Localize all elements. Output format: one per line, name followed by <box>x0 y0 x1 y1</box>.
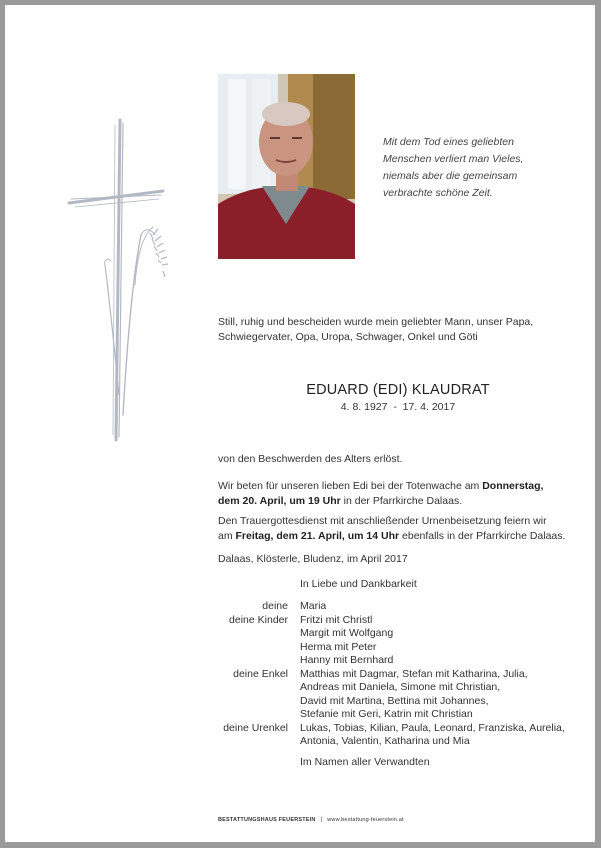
wake-text: Wir beten für unseren lieben Edi bei der Totenwache am <box>218 480 483 492</box>
footer-separator: | <box>320 817 323 823</box>
service-text: am <box>218 529 236 542</box>
intro-text <box>218 315 578 344</box>
family-role: deine <box>262 600 288 612</box>
quote-line: niemals aber die gemeinsam <box>383 170 518 182</box>
family-group <box>218 722 588 749</box>
wake-day: Donnerstag, <box>482 480 544 492</box>
footer-brand: BESTATTUNGSHAUS FEUERSTEIN <box>218 817 316 823</box>
family-name: Hanny mit Bernhard <box>300 654 394 666</box>
family-name: Matthias mit Dagmar, Stefan mit Katharina, Julia, <box>300 667 528 680</box>
family-name: Lukas, Tobias, Kilian, Paula, Leonard, Franziska, Aurelia, <box>300 721 565 734</box>
family-group <box>218 668 588 722</box>
place-date: Dalaas, Klösterle, Bludenz, im April 2017 <box>218 553 408 565</box>
wake-date-time: dem 20. April, um 19 Uhr <box>218 494 341 507</box>
family-role: deine Enkel <box>233 667 288 680</box>
service-line: Den Trauergottesdienst mit anschließender Urnenbeisetzung feiern wir <box>218 515 547 527</box>
released-text: von den Beschwerden des Alters erlöst. <box>218 453 403 465</box>
family-name: Antonia, Valentin, Katharina und Mia <box>300 735 470 747</box>
family-name: David mit Martina, Bettina mit Johannes, <box>300 694 489 707</box>
service-location: ebenfalls in der Pfarrkirche Dalaas. <box>399 529 566 542</box>
footer-website-link[interactable]: www.bestattung-feuerstein.at <box>327 817 404 823</box>
portrait-photo <box>218 74 355 259</box>
family-group <box>218 600 588 614</box>
family-role: deine Urenkel <box>223 721 288 734</box>
quote-line: verbrachte schöne Zeit. <box>383 187 493 199</box>
family-name: Margit mit Wolfgang <box>300 627 394 639</box>
family-group <box>218 614 588 668</box>
family-name: Maria <box>300 600 327 612</box>
intro-line: Schwiegervater, Opa, Uropa, Schwager, Onkel und Göti <box>218 330 478 343</box>
mourners-list <box>218 600 588 749</box>
quote-line: Mit dem Tod eines geliebten <box>383 136 514 148</box>
quote-line: Menschen verliert man Vieles, <box>383 153 524 165</box>
love-gratitude: In Liebe und Dankbarkeit <box>300 578 417 590</box>
wake-info <box>218 479 578 508</box>
intro-line: Still, ruhig und bescheiden wurde mein geliebter Mann, unser Papa, <box>218 316 534 328</box>
life-dates: 4. 8. 1927 - 17. 4. 2017 <box>340 401 456 413</box>
family-name: Fritzi mit Christl <box>300 613 373 626</box>
relatives-signature: Im Namen aller Verwandten <box>300 756 430 768</box>
family-name: Stefanie mit Geri, Katrin mit Christian <box>300 708 473 720</box>
cross-with-wheat-icon <box>63 115 179 445</box>
family-role: deine Kinder <box>229 613 288 626</box>
service-info <box>218 514 578 543</box>
family-name: Andreas mit Daniela, Simone mit Christian, <box>300 681 501 693</box>
footer <box>218 817 404 823</box>
deceased-name: EDUARD (EDI) KLAUDRAT <box>306 382 490 398</box>
family-name: Herma mit Peter <box>300 640 377 653</box>
memorial-quote <box>383 134 553 202</box>
service-date-time: Freitag, dem 21. April, um 14 Uhr <box>235 529 400 542</box>
wake-location: in der Pfarrkirche Dalaas. <box>340 494 463 507</box>
obituary-page <box>5 5 595 842</box>
